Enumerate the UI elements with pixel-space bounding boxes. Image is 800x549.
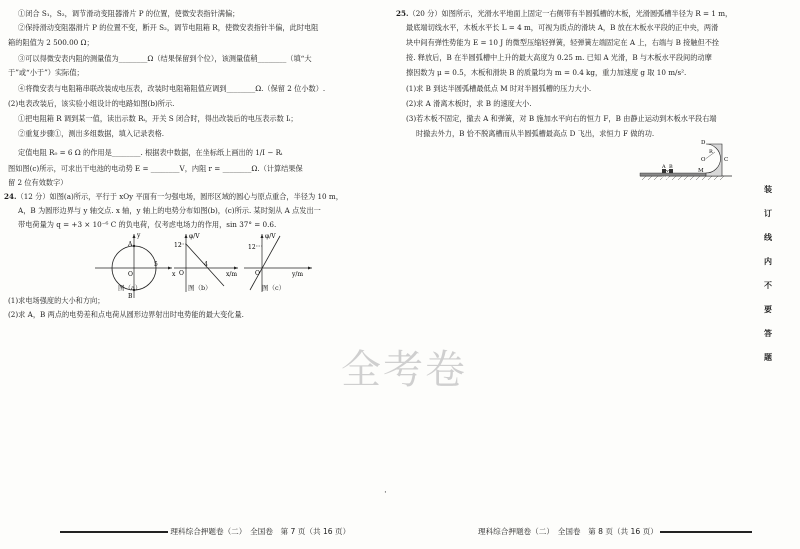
label-xm: x/m	[226, 271, 238, 278]
footer-rule	[660, 531, 752, 533]
label-a: A	[128, 241, 133, 248]
label-spring: 弹簧	[662, 176, 669, 180]
right-page	[392, 0, 752, 549]
label-12: 12	[248, 244, 256, 251]
y-arrow-icon	[133, 234, 136, 238]
label-y: y	[137, 232, 141, 239]
ground-hatching	[642, 176, 724, 180]
sub-question: (1)求电场强度的大小和方向；	[8, 296, 105, 305]
binding-char: 不	[764, 281, 772, 290]
binding-margin	[756, 0, 800, 549]
page-footer	[60, 526, 350, 537]
page-footer	[478, 526, 752, 537]
footer-text: 理科综合押题卷（二） 全国卷 第 7 页（共 16 页）	[170, 527, 351, 536]
label-12: 12	[174, 242, 182, 249]
label-o: O	[179, 270, 184, 277]
text-line: 接. 释放后，B 在半圆弧槽中上升的最大高度为 0.25 m. 已知 A 光滑，B 与木板水平段间的动摩	[406, 53, 712, 62]
phi-arrow-icon	[261, 234, 264, 238]
caption-b: 图（b）	[188, 284, 212, 292]
text-line: 定值电阻 R₀ = 6 Ω 的作用是________. 根据表中数据，在坐标纸上画出的 1/I − Rᵢ	[18, 148, 283, 157]
text-line: 于”或“小于”）实际值；	[8, 68, 84, 77]
question-text: （12 分）如图(a)所示，平行于 xOy 平面有一匀强电场，圆形区域的圆心与原点重合，半径为 10 m，	[16, 192, 343, 201]
label-o: O	[255, 270, 260, 277]
text-line: 最底端切线水平，木板水平长 L = 4 m，可视为质点的滑块 A，B 放在木板水平段的正中央，两滑	[406, 23, 719, 32]
spring-icon	[666, 170, 669, 172]
text-line: A，B 为圆形边界与 y 轴交点. x 轴，y 轴上的电势分布如图(b)，(c)所示. 某时刻从 A 点发出一	[18, 206, 321, 215]
text-line: ①闭合 S₁，S₂，调节滑动变阻器滑片 P 的位置，使微安表指针满偏；	[18, 9, 240, 18]
text-line: 时撤去外力，B 恰不脱离槽而从半圆弧槽最高点 D 飞出，求恒力 F 做的功.	[416, 129, 655, 138]
sub-question: (2)求 A，B 两点的电势差和点电荷从圆形边界射出时电势能的最大变化量.	[8, 310, 244, 319]
label-b: B	[128, 293, 133, 300]
question-24-heading	[4, 192, 343, 201]
binding-char: 答	[764, 329, 772, 338]
sub-question: (3)若木板不固定，撤去 A 和弹簧，对 B 施加水平向右的恒力 F，B 由静止运动到木板水平段右端	[406, 114, 717, 123]
question-number: 25.	[396, 9, 409, 18]
label-a: A	[662, 164, 666, 170]
label-b: B	[669, 164, 673, 170]
label-o: O	[701, 157, 706, 163]
sub-question: (1)求 B 到达半圆弧槽最低点 M 时对半圆弧槽的压力大小.	[406, 84, 592, 93]
text-line: ②保持滑动变阻器滑片 P 的位置不变，断开 S₂，调节电阻箱 R，使微安表指针半偏，此时电阻	[18, 23, 319, 32]
caption-a: 图（a）	[118, 284, 142, 292]
center-dot: ·	[384, 488, 387, 498]
binding-char: 内	[764, 257, 772, 266]
phi-arrow-icon	[185, 234, 188, 238]
point-a	[133, 245, 135, 247]
caption-c: 图（c）	[262, 284, 286, 292]
board-figure	[636, 138, 748, 184]
label-ym: y/m	[292, 271, 304, 278]
text-line: 留 2 位有效数字）	[8, 178, 68, 187]
question-number: 24.	[4, 192, 17, 201]
label-o: O	[128, 271, 133, 278]
text-line: 带电荷量为 q = +3 × 10⁻⁶ C 的负电荷，仅考虑电场力的作用，sin 37° = 0.6.	[18, 220, 277, 229]
left-page	[0, 0, 384, 549]
text-line: (2)电表改装后，该实验小组设计的电路如图(b)所示.	[8, 99, 175, 108]
binding-char: 题	[764, 353, 772, 362]
text-line: 擦因数为 μ = 0.5，木板和滑块 B 的质量均为 m = 0.4 kg，重力加速度 g 取 10 m/s².	[406, 68, 687, 77]
label-d: D	[701, 140, 706, 146]
label-5: 5	[154, 261, 158, 268]
label-x: x	[172, 271, 176, 278]
binding-char: 订	[764, 209, 772, 218]
label-phi: φ/V	[265, 233, 276, 240]
label-m: M	[698, 168, 704, 174]
question-text: （20 分）如图所示，光滑水平地面上固定一右侧带有半圆弧槽的木板，光滑圆弧槽半径为 R = 1 m，	[408, 9, 733, 18]
text-line: ②重复步骤①，测出多组数据，填入记录表格.	[18, 129, 165, 138]
text-line: ③可以得微安表内阻的测量值为________Ω（结果保留到个位），该测量值稍________（填“大	[18, 54, 312, 63]
label-phi: φ/V	[189, 233, 200, 240]
watermark: 全考卷	[341, 347, 467, 393]
binding-char: 装	[764, 185, 772, 194]
text-line: 块中间有弹性势能为 E = 10 J 的微型压缩轻弹簧，轻弹簧左端固定在 A 上，右端与 B 接触但不拴	[406, 38, 720, 47]
binding-char: 线	[764, 233, 772, 242]
question-25-heading	[396, 9, 732, 18]
label-r: R	[709, 149, 713, 155]
text-line: 图如图(c)所示，可求出干电池的电动势 E = ________V，内阻 r = ________Ω.（计算结果保	[8, 164, 303, 173]
text-line: ④将微安表与电阻箱串联改装成电压表，改装时电阻箱阻值应调到________Ω.（保留 2 位小数）.	[18, 84, 326, 93]
binding-char: 要	[764, 305, 772, 314]
footer-rule	[60, 531, 168, 533]
sub-question: (2)求 A 滑离木板时，求 B 的速度大小.	[406, 99, 532, 108]
label-c: C	[724, 157, 729, 163]
text-line: ①把电阻箱 R 调到某一值，读出示数 Rᵢ，开关 S 闭合时，得出改装后的电压表示数 Iᵢ；	[18, 114, 298, 123]
y-arrow-icon	[308, 267, 312, 270]
footer-text: 理科综合押题卷（二） 全国卷 第 8 页（共 16 页）	[478, 527, 658, 536]
text-line: 箱的阻值为 2 500.00 Ω；	[8, 38, 94, 47]
label-4: 4	[204, 261, 208, 268]
